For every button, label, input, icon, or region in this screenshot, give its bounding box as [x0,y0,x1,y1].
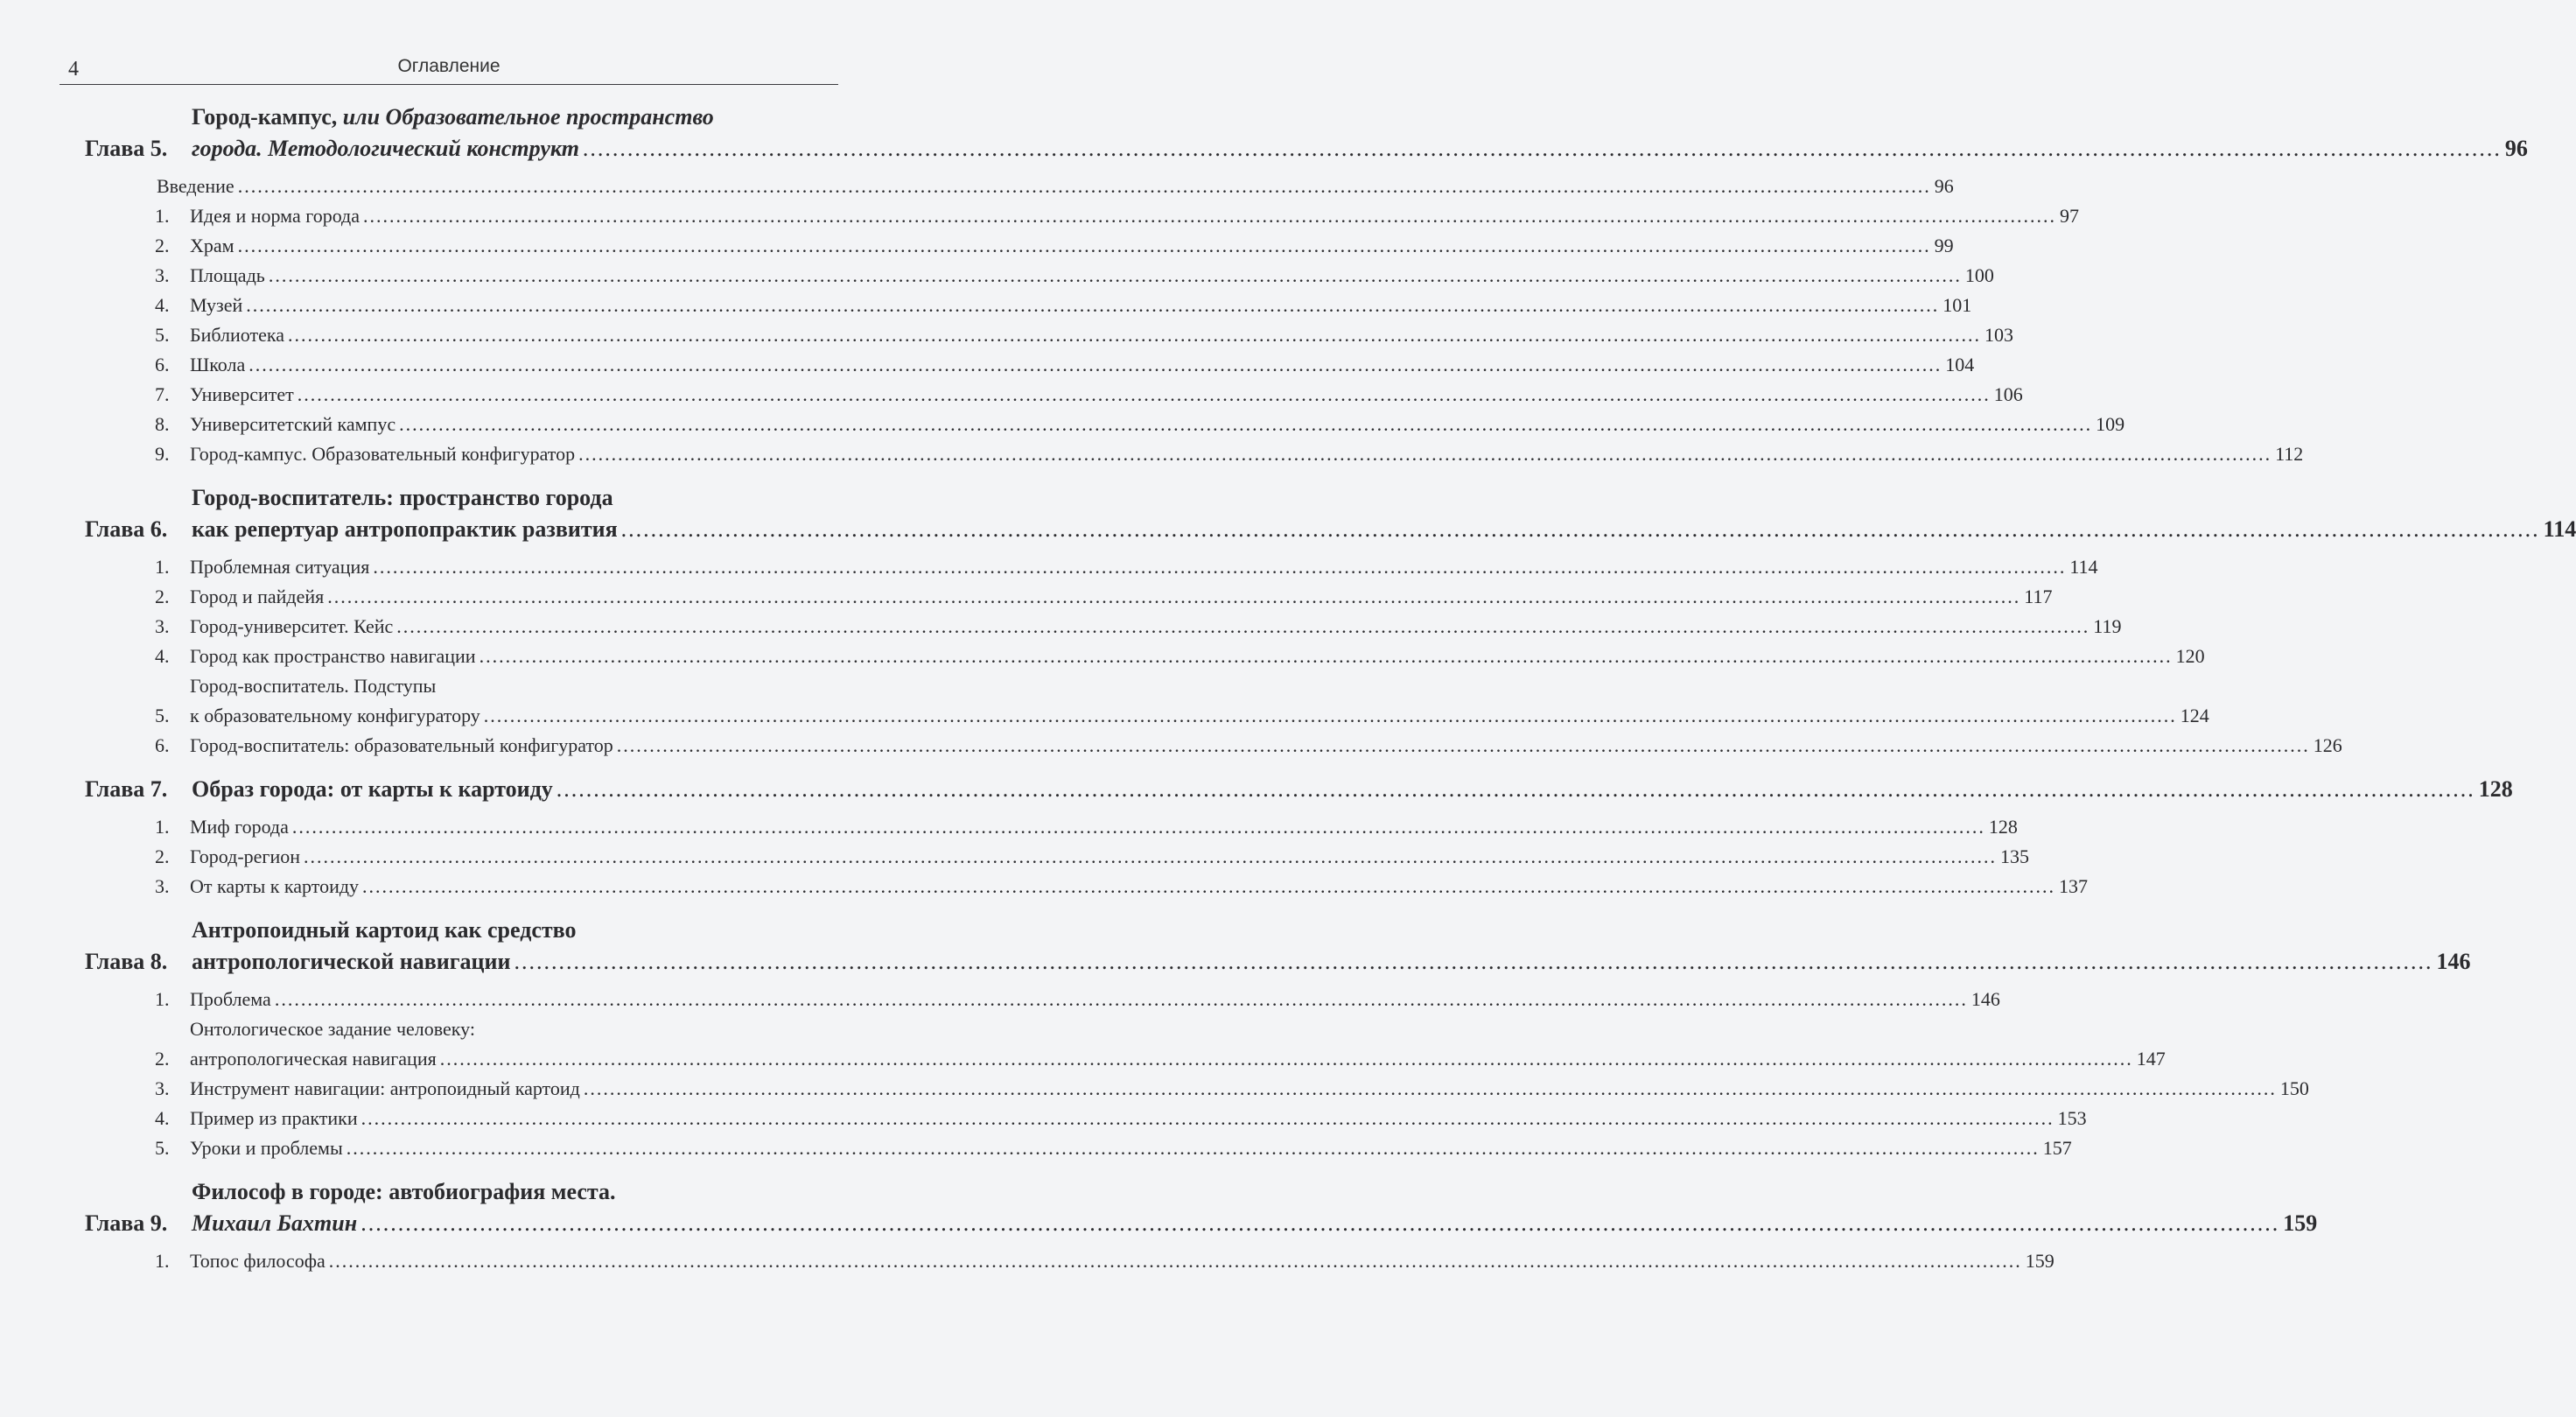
section-page-number: 157 [2042,1137,2072,1159]
leader-dots [329,1246,2022,1276]
chapter-6 [85,482,2576,761]
section-number: 3. [155,1077,170,1099]
section-page-number: 117 [2024,586,2053,607]
section-title: Школа [190,354,246,375]
section-list [85,812,2089,901]
toc-entry[interactable] [85,1104,2087,1133]
chapter-heading[interactable] [85,1176,2318,1239]
section-page-number: 96 [1934,175,1954,197]
toc-entry[interactable] [85,410,2125,439]
section-title: Онтологическое задание человеку: [190,1018,475,1040]
section-page-number: 99 [1934,235,1954,256]
toc-entry[interactable] [85,612,2122,642]
toc-entry[interactable] [85,231,1954,261]
section-list [85,1246,2054,1276]
toc-entry[interactable] [85,380,2023,410]
section-page-number: 103 [1984,324,2014,346]
section-page-number: 120 [2175,645,2205,667]
section-title: Проблемная ситуация [190,556,370,578]
chapter-title-segment: или Образовательное пространство [342,104,714,130]
chapter-title-segment: антропологической навигации [192,949,511,974]
section-number: 1. [155,1250,170,1272]
section-title: Введение [157,175,234,197]
section-title: Инструмент навигации: антропоидный картоид [190,1077,580,1099]
section-title: Город-университет. Кейс [190,615,394,637]
section-page-number: 150 [2279,1077,2309,1099]
leader-dots [363,201,2056,231]
section-number: 8. [155,413,170,435]
section-number: 4. [155,1107,170,1129]
toc-entry[interactable] [85,985,2000,1014]
leader-dots [578,439,2272,469]
section-title: Миф города [190,816,289,838]
section-number: 7. [155,383,170,405]
section-number: 3. [155,875,170,897]
chapter-page-number: 146 [2436,949,2471,974]
chapter-title-segment: Город-кампус, [192,104,343,130]
leader-dots [373,552,2066,582]
section-number: 1. [155,988,170,1010]
section-list [85,985,2309,1163]
leader-dots [346,1133,2040,1163]
leader-dots [399,410,2092,439]
section-number: 1. [155,205,170,227]
section-page-number: 153 [2057,1107,2087,1129]
table-of-contents [85,102,2576,1289]
chapter-heading[interactable] [85,915,2471,978]
toc-entry[interactable] [85,1074,2309,1104]
section-title: Город как пространство навигации [190,645,476,667]
section-page-number: 97 [2060,205,2080,227]
section-title: Проблема [190,988,271,1010]
section-page-number: 112 [2275,443,2304,465]
section-title: Идея и норма города [190,205,360,227]
section-number: 5. [155,324,170,346]
leader-dots [298,380,1991,410]
chapter-8 [85,915,2471,1163]
section-title: Храм [190,235,234,256]
toc-entry[interactable] [85,1133,2072,1163]
section-title: Университет [190,383,294,405]
toc-entry[interactable] [85,172,1954,201]
leader-dots [621,514,2540,545]
chapter-title-segment: города. Методологический конструкт [192,136,579,161]
section-page-number: 104 [1945,354,1975,375]
leader-dots [583,133,2502,165]
toc-entry[interactable] [85,350,1975,380]
section-title: Город-кампус. Образовательный конфигуратор [190,443,576,465]
section-page-number: 124 [2180,705,2209,726]
section-page-number: 106 [1993,383,2023,405]
leader-dots [556,774,2475,805]
toc-entry[interactable] [85,320,2014,350]
page-number: 4 [68,58,79,81]
chapter-5 [85,102,2528,469]
section-title: Площадь [190,264,265,286]
leader-dots [327,582,2020,612]
chapter-heading[interactable] [85,774,2513,805]
section-title: Музей [190,294,243,316]
chapter-title-segment: как репертуар антропопрактик развития [192,516,618,542]
section-page-number: 137 [2059,875,2089,897]
section-title: Город и пайдейя [190,586,325,607]
leader-dots [484,701,2177,731]
leader-dots [238,231,1931,261]
chapter-title [192,482,2576,545]
section-page-number: 100 [1964,264,1994,286]
chapter-page-number: 96 [2504,136,2528,161]
toc-entry[interactable] [85,1246,2054,1276]
leader-dots [480,642,2173,671]
section-number: 5. [155,705,170,726]
leader-dots [440,1044,2133,1074]
section-page-number: 101 [1942,294,1972,316]
section-title: Топос философа [190,1250,326,1272]
chapter-label: Глава 6. [85,516,168,542]
chapter-label: Глава 8. [85,949,168,974]
section-list [85,172,2304,469]
section-title: к образовательному конфигуратору [190,705,480,726]
chapter-title-segment: Михаил Бахтин [192,1210,358,1236]
toc-entry[interactable] [85,261,1994,291]
chapter-title-segment: Образ города: от карты к картоиду [192,776,553,802]
section-page-number: 159 [2025,1250,2054,1272]
page-header [60,51,838,85]
leader-dots [617,731,2310,761]
chapter-title-segment: Философ в городе: автобиография места. [192,1179,616,1204]
chapter-title [192,774,2513,805]
section-title: Пример из практики [190,1107,358,1129]
section-number: 9. [155,443,170,465]
chapter-title-segment: Город-воспитатель: пространство города [192,485,613,510]
section-number: 2. [155,845,170,867]
chapter-9 [85,1176,2318,1276]
section-title: Город-воспитатель: образовательный конфигуратор [190,734,613,756]
chapter-title [192,102,2528,165]
leader-dots [238,172,1931,201]
section-title: Уроки и проблемы [190,1137,343,1159]
leader-dots [396,612,2090,642]
running-title: Оглавление [397,56,500,76]
section-number: 4. [155,294,170,316]
section-title: От карты к картоиду [190,875,360,897]
section-number: 4. [155,645,170,667]
section-page-number: 119 [2093,615,2122,637]
section-title: Библиотека [190,324,285,346]
chapter-title [192,1176,2317,1239]
section-number: 6. [155,354,170,375]
section-page-number: 146 [1970,988,2000,1010]
section-page-number: 135 [2000,845,2030,867]
leader-dots [269,261,1962,291]
chapter-heading[interactable] [85,102,2528,165]
leader-dots [584,1074,2277,1104]
toc-entry[interactable] [85,439,2304,469]
section-page-number: 114 [2069,556,2098,578]
chapter-heading[interactable] [85,482,2576,545]
toc-entry[interactable] [85,872,2089,901]
section-title: антропологическая навигация [190,1048,437,1070]
section-number: 3. [155,615,170,637]
chapter-page-number: 159 [2283,1210,2318,1236]
leader-dots [275,985,1968,1014]
section-number: 2. [155,1048,170,1070]
section-page-number: 147 [2136,1048,2166,1070]
toc-entry[interactable] [85,671,2209,731]
toc-entry[interactable] [85,582,2053,612]
section-list [85,552,2342,761]
section-title: Город-регион [190,845,301,867]
chapter-page-number: 114 [2543,516,2576,542]
section-number: 3. [155,264,170,286]
toc-entry[interactable] [85,731,2342,761]
chapter-title-segment: Антропоидный картоид как средство [192,917,577,943]
toc-entry[interactable] [85,812,2018,842]
leader-dots [248,350,1942,380]
toc-entry[interactable] [85,842,2030,872]
toc-entry[interactable] [85,201,2080,231]
toc-entry[interactable] [85,642,2205,671]
section-page-number: 128 [1988,816,2018,838]
chapter-label: Глава 9. [85,1210,168,1236]
section-title: Город-воспитатель. Подступы [190,675,437,697]
section-number: 6. [155,734,170,756]
section-number: 2. [155,235,170,256]
leader-dots [304,842,1997,872]
section-page-number: 109 [2096,413,2125,435]
section-number: 1. [155,816,170,838]
toc-entry[interactable] [85,552,2098,582]
chapter-label: Глава 5. [85,136,168,161]
section-number: 2. [155,586,170,607]
section-title: Университетский кампус [190,413,396,435]
toc-entry[interactable] [85,291,1972,320]
leader-dots [292,812,1985,842]
leader-dots [246,291,1939,320]
leader-dots [288,320,1981,350]
leader-dots [360,1208,2279,1239]
toc-entry[interactable] [85,1014,2166,1074]
section-page-number: 126 [2313,734,2342,756]
chapter-title [192,915,2470,978]
chapter-7 [85,774,2513,901]
leader-dots [361,1104,2054,1133]
section-number: 1. [155,556,170,578]
leader-dots [514,946,2432,978]
chapter-page-number: 128 [2478,776,2513,802]
section-number: 5. [155,1137,170,1159]
leader-dots [362,872,2055,901]
chapter-label: Глава 7. [85,776,168,802]
